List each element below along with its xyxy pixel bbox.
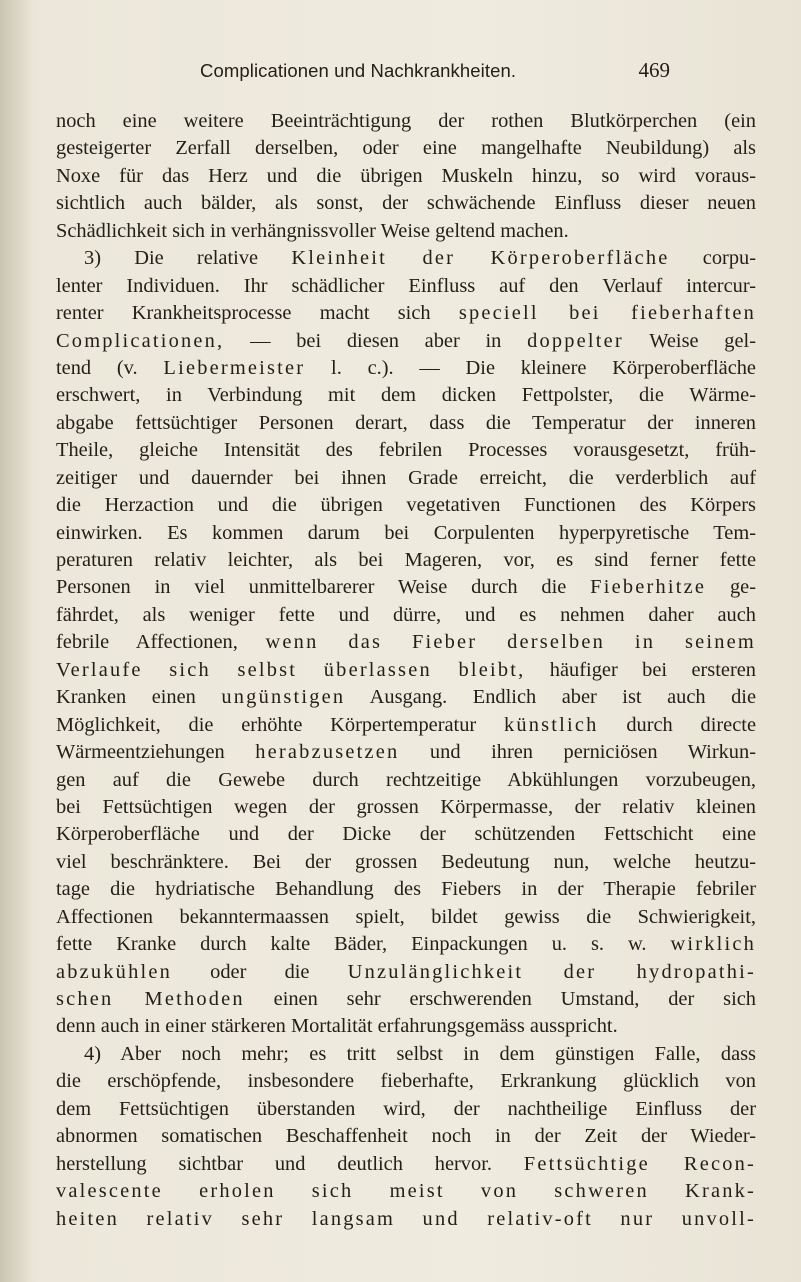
text-line [56, 657, 756, 684]
text-segment: l. c.). — Die kleinere Körperoberfläche [305, 356, 756, 379]
text-line [56, 547, 756, 574]
text-segment: Personen in viel unmittelbarerer Weise durch die [56, 576, 591, 599]
text-segment: herstellung sichtbar und deutlich hervor. [56, 1152, 524, 1175]
text-line [56, 437, 756, 464]
emphasized-text: heiten relativ sehr langsam und relativ-oft nur unvoll- [56, 1207, 756, 1230]
text-segment: viel beschränktere. Bei der grossen Bedeutung nun, welche heutzu- [56, 850, 756, 873]
text-segment: Weise gel- [623, 329, 756, 352]
text-line [56, 300, 756, 327]
emphasized-text: Complicationen, [56, 329, 225, 352]
text-segment: bei Fettsüchtigen wegen der grossen Körpermasse, der relativ kleinen [56, 795, 756, 818]
text-line [56, 410, 756, 437]
text-segment: einwirken. Es kommen darum bei Corpulenten hyperpyretische Tem- [56, 521, 756, 544]
emphasized-text: Kleinheit der Körperoberfläche [291, 247, 670, 270]
text-segment: Möglichkeit, die erhöhte Körpertemperatur [56, 713, 504, 736]
emphasized-text: Fieberhitze [590, 576, 707, 599]
text-segment: häufiger bei ersteren [525, 658, 756, 681]
text-line [56, 218, 756, 245]
text-line [56, 1206, 756, 1233]
emphasized-text: Liebermeister [163, 356, 306, 379]
text-segment: fette Kranke durch kalte Bäder, Einpackungen u. s. w. [56, 933, 671, 956]
emphasized-text: doppelter [527, 329, 624, 352]
text-line [56, 684, 756, 711]
text-line [56, 931, 756, 958]
text-segment: renter Krankheitsprocesse macht sich [56, 302, 459, 325]
text-line [56, 904, 756, 931]
emphasized-text: speciell bei fieberhaften [458, 302, 756, 325]
emphasized-text: wirklich [670, 933, 756, 956]
text-segment: die Herzaction und die übrigen vegetativen Functionen des Körpers [56, 494, 756, 517]
text-segment: Ausgang. Endlich aber ist auch die [345, 686, 756, 709]
text-line [56, 876, 756, 903]
emphasized-text: wenn das Fieber derselben in seinem [265, 631, 756, 654]
text-line [56, 108, 756, 135]
emphasized-text: Unzulänglichkeit der hydropathi- [347, 960, 756, 983]
text-segment: corpu- [669, 247, 756, 270]
text-segment: Affectionen bekanntermaassen spielt, bildet gewiss die Schwierigkeit, [56, 905, 756, 928]
emphasized-text: abzukühlen [56, 960, 172, 983]
text-line [56, 739, 756, 766]
text-segment: — bei diesen aber in [224, 329, 528, 352]
text-segment: durch directe [598, 713, 756, 736]
text-segment: Schädlichkeit sich in verhängnissvoller Weise geltend machen. [56, 219, 569, 242]
text-segment: fährdet, als weniger fette und dürre, und es nehmen daher auch [56, 603, 756, 626]
text-line [56, 1013, 756, 1040]
emphasized-text: ungünstigen [221, 686, 346, 709]
text-segment: und ihren perniciösen Wirkun- [399, 741, 756, 764]
text-line [56, 135, 756, 162]
text-segment: dem Fettsüchtigen überstanden wird, der nachtheilige Einfluss der [56, 1097, 756, 1120]
body-text [56, 108, 756, 1233]
emphasized-text: Verlaufe sich selbst überlassen bleibt, [56, 658, 526, 681]
emphasized-text: schen Methoden [56, 988, 245, 1010]
text-segment: sichtlich auch bälder, als sonst, der schwächende Einfluss dieser neuen [56, 192, 756, 215]
text-segment: denn auch in einer stärkeren Mortalität erfahrungsgemäss ausspricht. [56, 1015, 618, 1038]
text-segment: Noxe für das Herz und die übrigen Muskeln hinzu, so wird voraus- [56, 164, 756, 187]
text-line [56, 273, 756, 300]
text-line [56, 821, 756, 848]
text-segment: Körperoberfläche und der Dicke der schützenden Fettschicht eine [56, 823, 756, 846]
text-segment: lenter Individuen. Ihr schädlicher Einfluss auf den Verlauf intercur- [56, 274, 756, 297]
text-line [56, 245, 756, 272]
text-line [56, 574, 756, 601]
text-line [56, 1096, 756, 1123]
text-line [56, 1123, 756, 1150]
text-line [56, 849, 756, 876]
text-segment: abnormen somatischen Beschaffenheit noch in der Zeit der Wieder- [56, 1125, 756, 1148]
text-segment: Theile, gleiche Intensität des febrilen Processes vorausgesetzt, früh- [56, 439, 756, 462]
text-line [56, 328, 756, 355]
text-segment: tend (v. [56, 356, 164, 379]
text-segment: 3) Die relative [84, 247, 292, 270]
text-segment: gen auf die Gewebe durch rechtzeitige Abkühlungen vorzubeugen, [56, 768, 756, 791]
text-line [56, 520, 756, 547]
text-line [56, 382, 756, 409]
text-segment: erschwert, in Verbindung mit dem dicken Fettpolster, die Wärme- [56, 384, 756, 407]
text-segment: zeitiger und dauernder bei ihnen Grade erreicht, die verderblich auf [56, 466, 756, 489]
text-line [56, 1041, 756, 1068]
text-line [56, 1178, 756, 1205]
text-segment: abgabe fettsüchtiger Personen derart, dass die Temperatur der inneren [56, 411, 756, 434]
text-segment: tage die hydriatische Behandlung des Fiebers in der Therapie febriler [56, 878, 756, 901]
text-line [56, 767, 756, 794]
text-segment: Kranken einen [56, 686, 222, 709]
emphasized-text: künstlich [503, 713, 599, 736]
text-line [56, 1068, 756, 1095]
text-segment: oder die [172, 960, 348, 983]
emphasized-text: valescente erholen sich meist von schweren Krank- [56, 1180, 756, 1203]
text-segment: peraturen relativ leichter, als bei Mageren, vor, es sind ferner fette [56, 549, 756, 571]
emphasized-text: Fettsüchtige Recon- [523, 1152, 756, 1175]
text-segment: noch eine weitere Beeinträchtigung der rothen Blutkörperchen (ein [56, 110, 756, 132]
text-line [56, 1151, 756, 1178]
page-number: 469 [638, 58, 670, 82]
text-segment: Wärmeentziehungen [56, 741, 256, 764]
text-line [56, 712, 756, 739]
text-line [56, 163, 756, 190]
text-line [56, 986, 756, 1013]
text-line [56, 959, 756, 986]
text-line [56, 492, 756, 519]
page-header [200, 58, 670, 88]
text-line [56, 602, 756, 629]
text-line [56, 629, 756, 656]
text-line [56, 465, 756, 492]
text-segment: gesteigerter Zerfall derselben, oder eine mangelhafte Neubildung) als [56, 137, 756, 160]
text-segment: die erschöpfende, insbesondere fieberhafte, Erkrankung glücklich von [56, 1070, 756, 1093]
text-segment: 4) Aber noch mehr; es tritt selbst in dem günstigen Falle, dass [84, 1042, 756, 1065]
text-line [56, 355, 756, 382]
text-line [56, 794, 756, 821]
text-segment: ge- [706, 576, 756, 599]
text-line [56, 190, 756, 217]
running-head: Complicationen und Nachkrankheiten. [200, 60, 517, 81]
emphasized-text: herabzusetzen [255, 741, 400, 764]
text-segment: einen sehr erschwerenden Umstand, der sich [244, 988, 756, 1010]
text-segment: febrile Affectionen, [56, 631, 266, 654]
